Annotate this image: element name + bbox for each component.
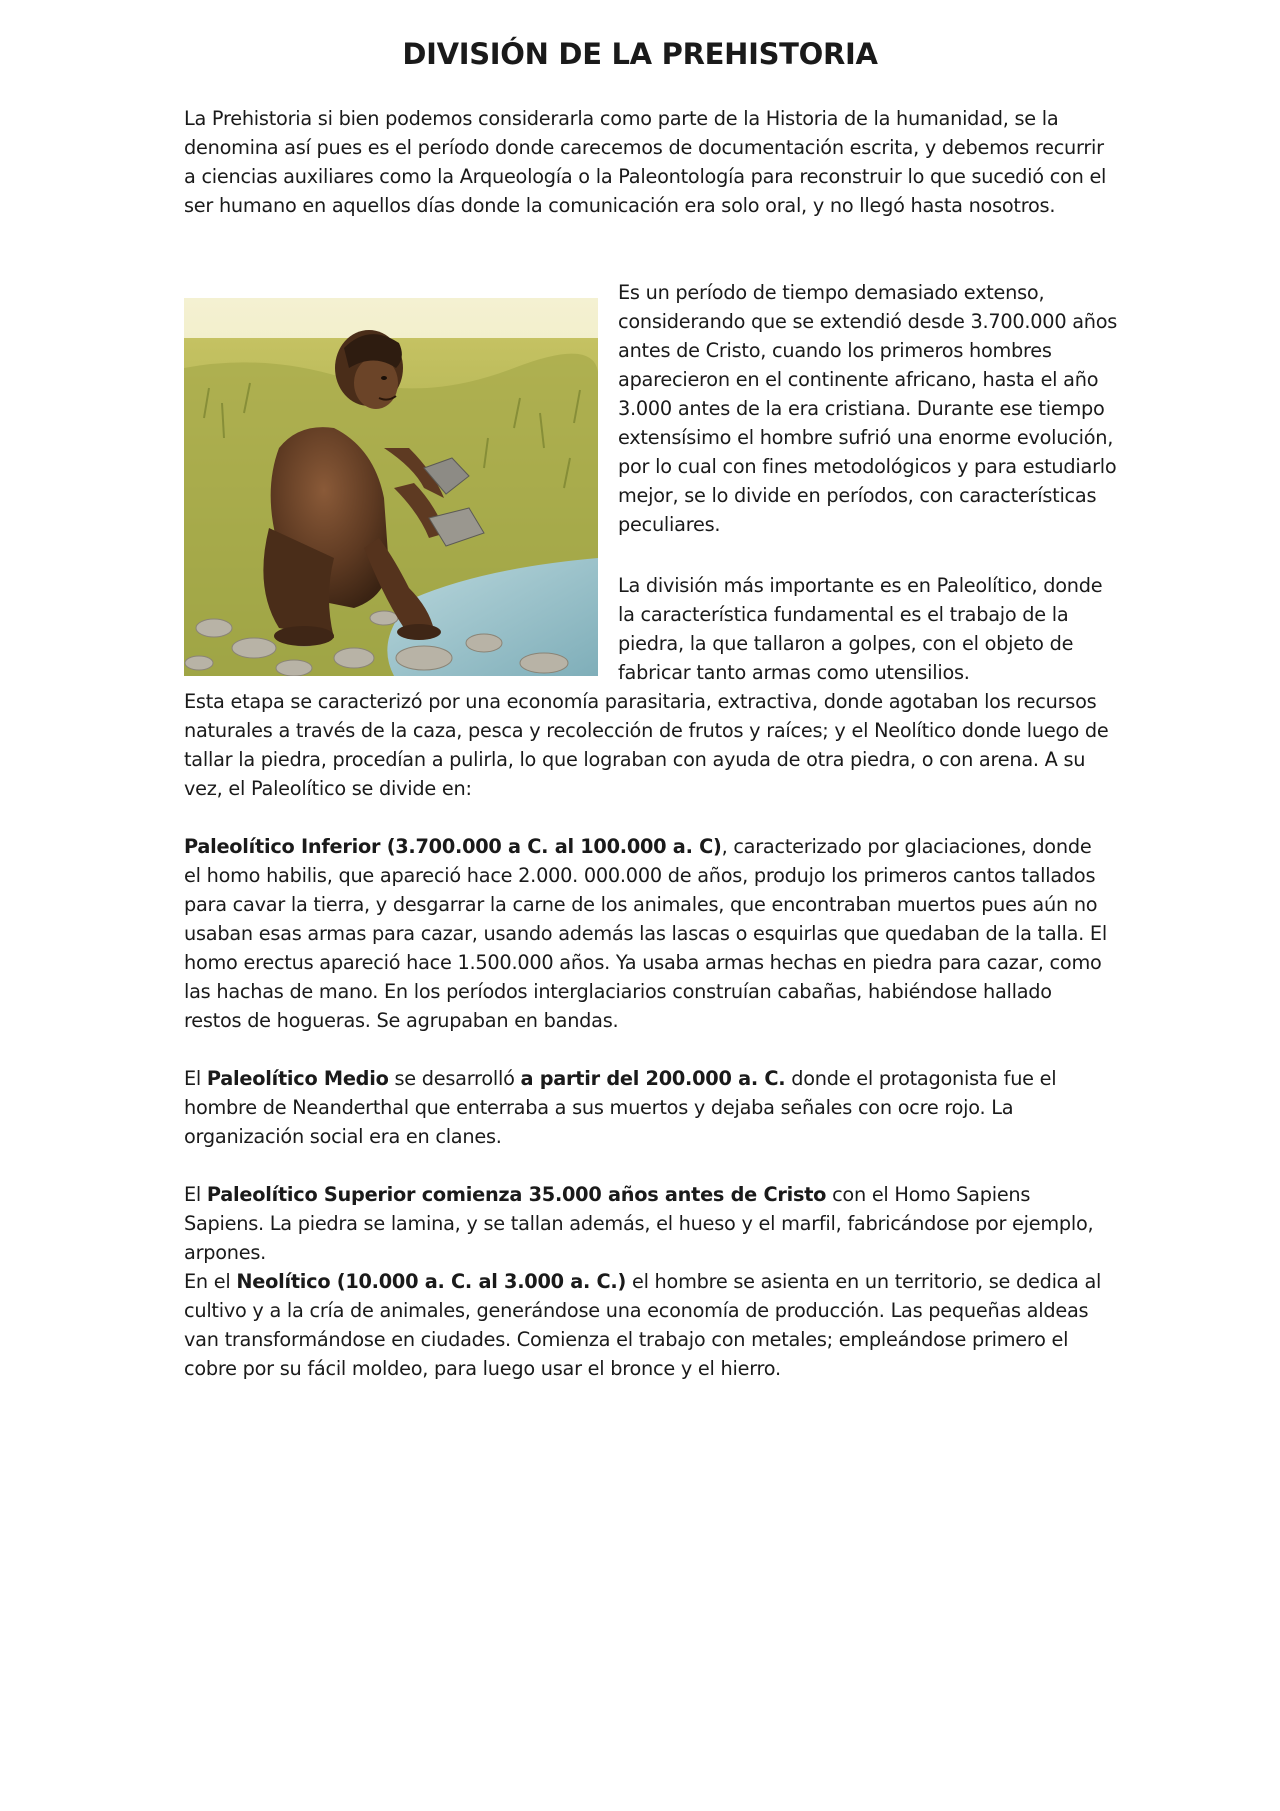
page-title: DIVISIÓN DE LA PREHISTORIA bbox=[402, 37, 878, 71]
paleolitico-medio-prefix: El bbox=[184, 1067, 207, 1090]
prehistoric-man-illustration bbox=[184, 298, 598, 676]
paleolitico-medio-heading: Paleolítico Medio bbox=[206, 1067, 389, 1090]
neolitico-text: el hombre se asienta en un territorio, se dedica al cultivo y a la cría de animales, generándose una economía de producción. Las pequeñas aldeas van transformándose en ciudades. Comienza el trabajo con metales; empleándose primero el cobre por su fácil moldeo, para luego usar el bronce y el hierro. bbox=[184, 1270, 1102, 1380]
paleolitico-medio-date: a partir del 200.000 a. C. bbox=[520, 1067, 786, 1090]
paleolitico-inferior-heading: Paleolítico Inferior (3.700.000 a C. al 100.000 a. C) bbox=[184, 835, 722, 858]
intro-paragraph: La Prehistoria si bien podemos considerarla como parte de la Historia de la humanidad, se la denomina así pues es el período donde carecemos de documentación escrita, y debemos recurrir a ciencias auxiliares como la Arqueología o la Paleontología para reconstruir lo que sucedió con el ser humano en aquellos días donde la comunicación era solo oral, y no llegó hasta nosotros. bbox=[184, 107, 1107, 217]
paleolitico-inferior-text: , caracterizado por glaciaciones, donde el homo habilis, que apareció hace 2.000. 000.000 de años, produjo los primeros cantos tallados para cavar la tierra, y desgarrar la carne de los animales, que encontraban muertos pues aún no usaban esas armas para cazar, usando además las lascas o esquirlas que quedaban de la talla. El homo erectus apareció hace 1.500.000 años. Ya usaba armas hechas en piedra para cazar, como las hachas de mano. En los períodos interglaciarios construían cabañas, habiéndose hallado restos de hogueras. Se agrupaban en bandas. bbox=[184, 835, 1107, 1032]
paleolitico-medio-connector: se desarrolló bbox=[388, 1067, 521, 1090]
paleolitico-inferior-paragraph bbox=[184, 832, 1112, 1035]
paleolitico-superior-heading: Paleolítico Superior comienza 35.000 años antes de Cristo bbox=[206, 1183, 827, 1206]
neolitico-heading: Neolítico (10.000 a. C. al 3.000 a. C.) bbox=[236, 1270, 627, 1293]
paleolitico-medio-paragraph bbox=[184, 1064, 1112, 1151]
neolitico-paragraph bbox=[184, 1267, 1112, 1383]
paleolitico-medio-text: donde el protagonista fue el hombre de Neanderthal que enterraba a sus muertos y dejaba señales con ocre rojo. La organización social era en clanes. bbox=[184, 1067, 1057, 1148]
neolitico-prefix: En el bbox=[184, 1270, 237, 1293]
right-column-paragraph-2: La división más importante es en Paleolítico, donde la característica fundamental es el trabajo de la piedra, la que tallaron a golpes, con el objeto de fabricar tanto armas como utensilios. bbox=[618, 574, 1103, 684]
right-column-paragraph-1: Es un período de tiempo demasiado extenso, considerando que se extendió desde 3.700.000 años antes de Cristo, cuando los primeros hombres aparecieron en el continente africano, hasta el año 3.000 antes de la era cristiana. Durante ese tiempo extensísimo el hombre sufrió una enorme evolución, por lo cual con fines metodológicos y para estudiarlo mejor, se lo divide en períodos, con características peculiares. bbox=[618, 281, 1118, 536]
paleolitico-superior-paragraph bbox=[184, 1180, 1112, 1267]
continuation-paragraph: Esta etapa se caracterizó por una economía parasitaria, extractiva, donde agotaban los recursos naturales a través de la caza, pesca y recolección de frutos y raíces; y el Neolítico donde luego de tallar la piedra, procedían a pulirla, lo que lograban con ayuda de otra piedra, o con arena. A su vez, el Paleolítico se divide en: bbox=[184, 690, 1109, 800]
paleolitico-superior-prefix: El bbox=[184, 1183, 207, 1206]
paleolitico-superior-text: con el Homo Sapiens Sapiens. La piedra se lamina, y se tallan además, el hueso y el marfil, fabricándose por ejemplo, arpones. bbox=[184, 1183, 1094, 1264]
